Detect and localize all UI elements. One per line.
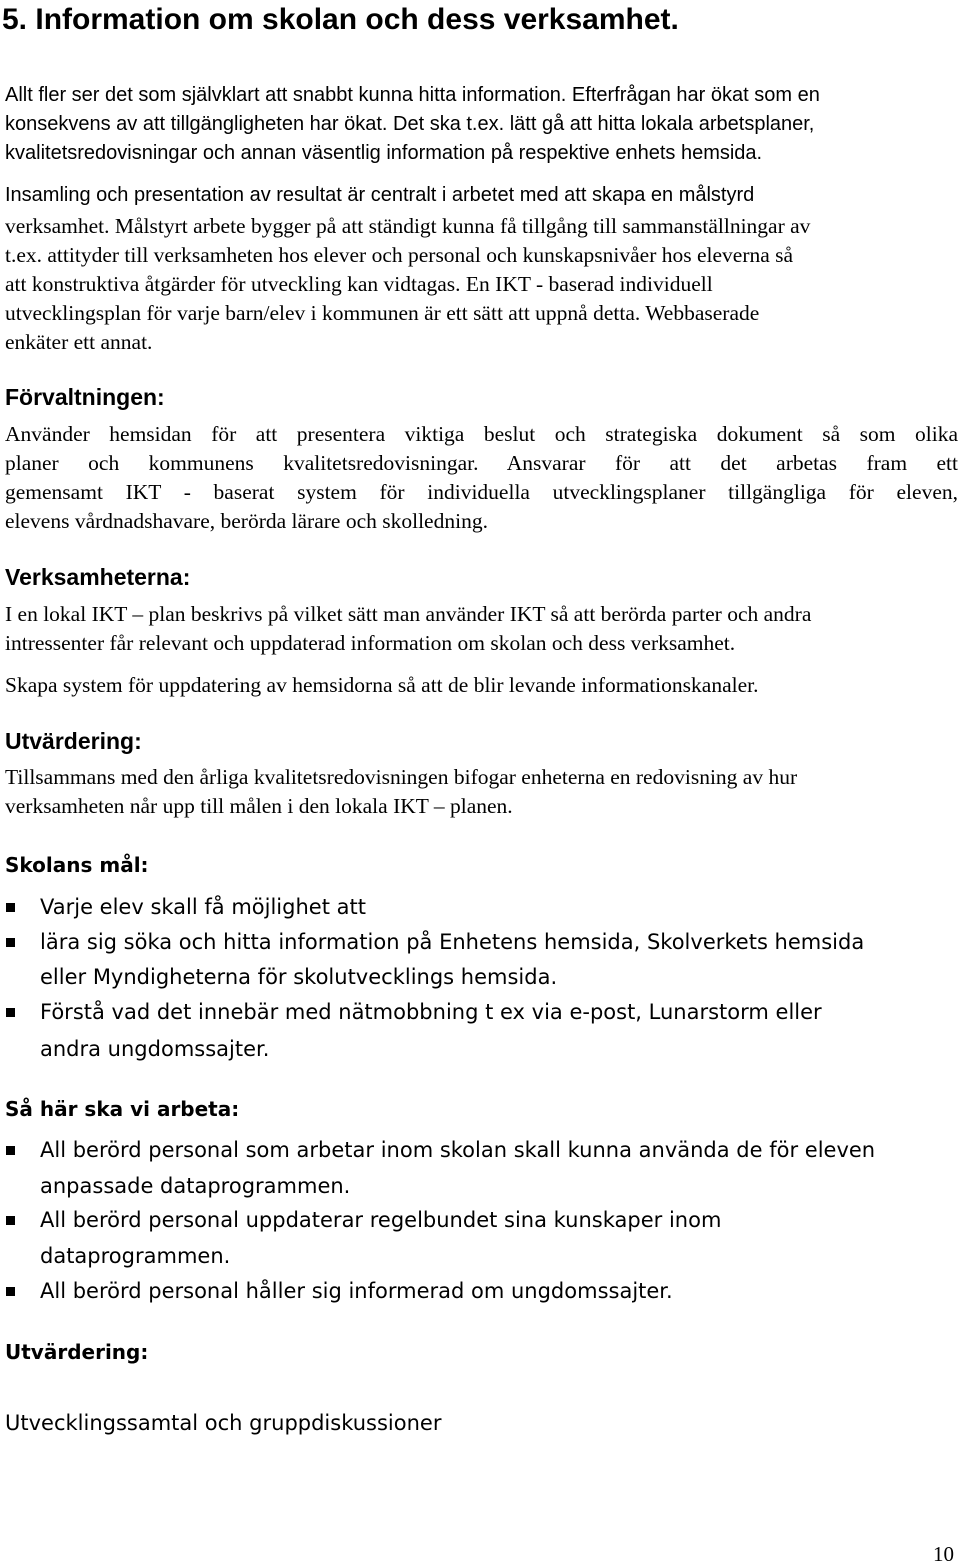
section-heading-utvardering-2: Utvärdering: [5,1340,149,1364]
body-line: Utvecklingssamtal och gruppdiskussioner [5,1411,442,1435]
intro-line: konsekvens av att tillgängligheten har ökat. Det ska t.ex. lätt gå att hitta lokala arbetsplaner, [5,113,815,135]
list-item: All berörd personal håller sig informerad om ungdomssajter. [40,1279,673,1303]
list-item: All berörd personal uppdaterar regelbundet sina kunskaper inom [40,1208,722,1232]
body-line: Använder hemsidan för att presentera viktiga beslut och strategiska dokument så som olika [5,422,958,446]
body-line: I en lokal IKT – plan beskrivs på vilket sätt man använder IKT så att berörda parter och andra [5,602,812,626]
section-heading-verksamheterna: Verksamheterna: [5,564,191,590]
square-bullet-icon [6,1216,15,1225]
section-heading-sa-har: Så här ska vi arbeta: [5,1097,240,1121]
body-line: Tillsammans med den årliga kvalitetsredovisningen bifogar enheterna en redovisning av hur [5,765,798,789]
square-bullet-icon [6,903,15,912]
page-heading: 5. Information om skolan och dess verksamhet. [2,3,679,36]
page-number: 10 [933,1542,954,1566]
intro-line: Allt fler ser det som självklart att snabbt kunna hitta information. Efterfrågan har ökat som en [5,84,820,106]
body-line: t.ex. attityder till verksamheten hos elever och personal och kunskapsnivåer hos eleverna så [5,243,794,267]
body-line: planer och kommunens kvalitetsredovisningar. Ansvarar för att det arbetas fram ett [5,451,958,475]
list-item-continued: anpassade dataprogrammen. [40,1174,351,1198]
section-heading-forvaltningen: Förvaltningen: [5,384,165,410]
square-bullet-icon [6,938,15,947]
body-line: elevens vårdnadshavare, berörda lärare och skolledning. [5,509,488,533]
list-item-continued: dataprogrammen. [40,1244,231,1268]
intro-line: kvalitetsredovisningar och annan väsentlig information på respektive enhets hemsida. [5,142,763,164]
body-line: enkäter ett annat. [5,330,153,354]
body-line: utvecklingsplan för varje barn/elev i kommunen är ett sätt att uppnå detta. Webbaserade [5,301,760,325]
body-line: verksamhet. Målstyrt arbete bygger på att ständigt kunna få tillgång till sammanställningar av [5,214,811,238]
body-line: gemensamt IKT - baserat system för individuella utvecklingsplaner tillgängliga för eleven, [5,480,958,504]
section-heading-utvardering: Utvärdering: [5,728,142,754]
body-line: verksamheten når upp till målen i den lokala IKT – planen. [5,794,513,818]
square-bullet-icon [6,1287,15,1296]
list-item: Varje elev skall få möjlighet att [40,895,366,919]
list-item-continued: eller Myndigheterna för skolutvecklings hemsida. [40,965,558,989]
list-item: lära sig söka och hitta information på Enhetens hemsida, Skolverkets hemsida [40,930,865,954]
section-heading-skolans-mal: Skolans mål: [5,853,149,877]
intro-line: Insamling och presentation av resultat är centralt i arbetet med att skapa en målstyrd [5,184,755,206]
body-line: intressenter får relevant och uppdaterad information om skolan och dess verksamhet. [5,631,736,655]
square-bullet-icon [6,1008,15,1017]
list-item-continued: andra ungdomssajter. [40,1037,270,1061]
list-item: Förstå vad det innebär med nätmobbning t ex via e-post, Lunarstorm eller [40,1000,822,1024]
body-line: att konstruktiva åtgärder för utveckling kan vidtagas. En IKT - baserad individuell [5,272,713,296]
square-bullet-icon [6,1146,15,1155]
body-line: Skapa system för uppdatering av hemsidorna så att de blir levande informationskanaler. [5,673,759,697]
list-item: All berörd personal som arbetar inom skolan skall kunna använda de för eleven [40,1138,876,1162]
